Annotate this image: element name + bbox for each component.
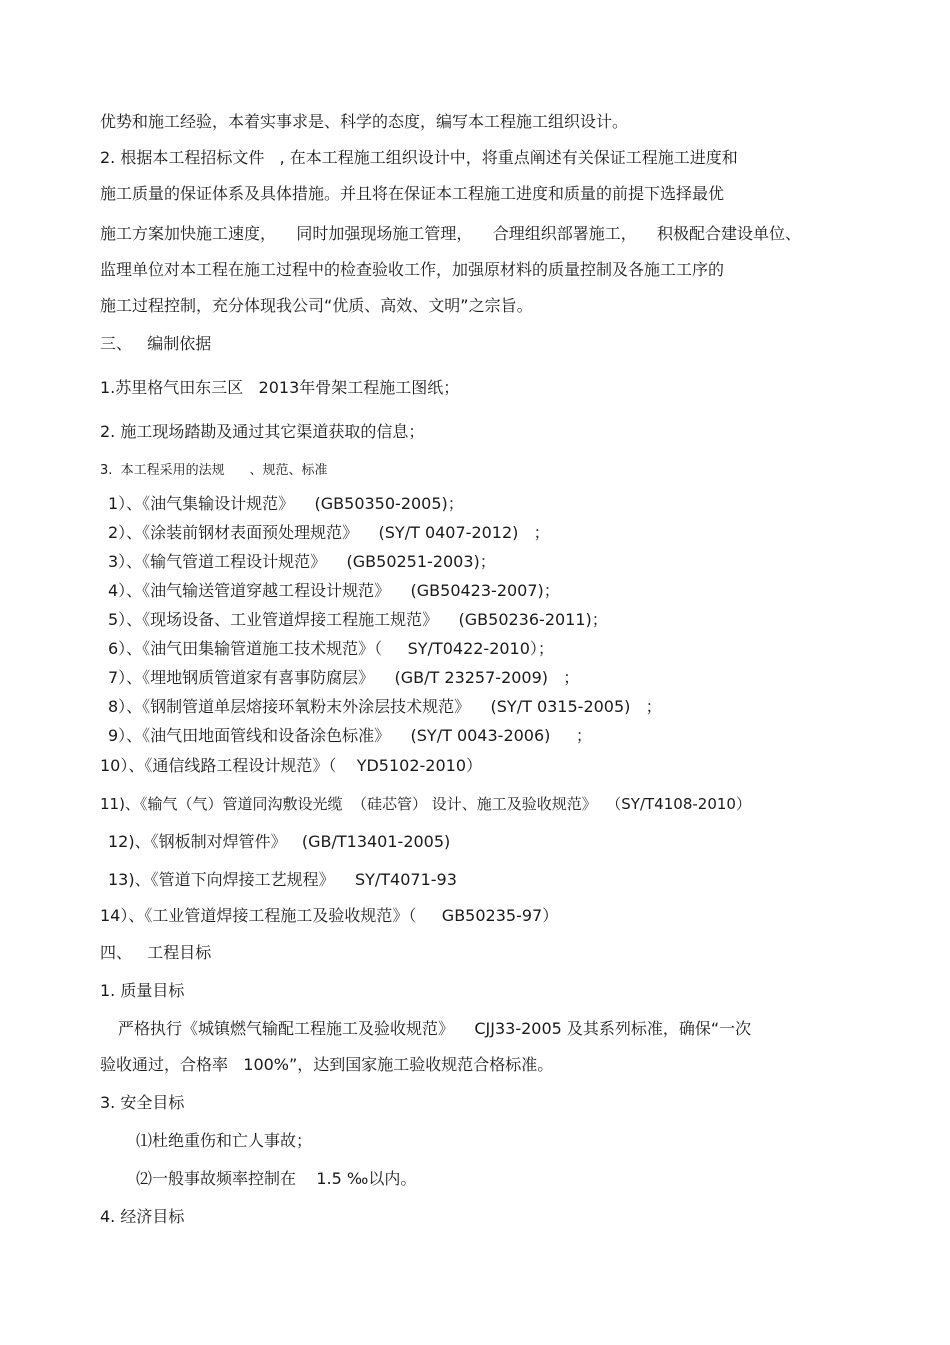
sub-heading: 1. 质量目标 [100,981,185,1000]
paragraph-line: 严格执行《城镇燃气输配工程施工及验收规范》 CJJ33-2005 及其系列标准，确保“一次 [118,1019,752,1038]
standard-item: 14）、《工业管道焊接工程施工及验收规范》（ GB50235-97） [100,906,559,925]
standard-item: 10）、《通信线路工程设计规范》（ YD5102-2010） [100,756,483,775]
standard-item: 8）、《钢制管道单层熔接环氧粉末外涂层技术规范》 (SY/T 0315-2005) ； [108,697,662,716]
standard-item: 6）、《油气田集输管道施工技术规范》（ SY/T0422-2010）； [108,639,554,658]
paragraph-line: 施工质量的保证体系及具体措施。并且将在保证本工程施工进度和质量的前提下选择最优 [100,184,725,203]
paragraph-line: 2. 根据本工程招标文件 , 在本工程施工组织设计中，将重点阐述有关保证工程施工进度和 [100,148,738,167]
standard-item: 12)、《钢板制对焊管件》 (GB/T13401-2005) [108,832,451,851]
standard-item: 13)、《管道下向焊接工艺规程》 SY/T4071-93 [108,870,457,889]
section-heading: 三、 编制依据 [100,334,212,353]
standard-item: 3）、《输气管道工程设计规范》 (GB50251-2003)； [108,552,496,571]
paragraph-line: 施工过程控制，充分体现我公司“优质、高效、文明”之宗旨。 [100,296,533,315]
list-item: 1.苏里格气田东三区 2013年骨架工程施工图纸； [100,378,460,397]
standard-item: 2）、《涂装前钢材表面预处理规范》 (SY/T 0407-2012) ； [108,523,550,542]
list-item: ⑴杜绝重伤和亡人事故； [136,1131,313,1150]
paragraph-line: 验收通过，合格率 100%”，达到国家施工验收规范合格标准。 [100,1055,554,1074]
standard-item: 9）、《油气田地面管线和设备涂色标准》 (SY/T 0043-2006) ； [108,726,592,745]
section-heading: 四、 工程目标 [100,943,212,962]
list-item: 3. 本工程采用的法规 、规范、标准 [100,463,328,478]
standard-item: 1）、《油气集输设计规范》 (GB50350-2005)； [108,494,464,513]
paragraph-line: 监理单位对本工程在施工过程中的检查验收工作，加强原材料的质量控制及各施工工序的 [100,260,725,279]
paragraph-line: 优势和施工经验，本着实事求是、科学的态度，编写本工程施工组织设计。 [100,112,629,131]
paragraph-line: 施工方案加快施工速度， 同时加强现场施工管理， 合理组织部署施工， 积极配合建设单位、 [100,224,802,243]
standard-item: 5）、《现场设备、工业管道焊接工程施工规范》 (GB50236-2011)； [108,610,608,629]
sub-heading: 3. 安全目标 [100,1093,185,1112]
standard-item: 11)、《输气（气）管道同沟敷设光缆 （硅芯管） 设计、施工及验收规范》 （SY/T4108-2010） [100,795,751,813]
standard-item: 7）、《埋地钢质管道家有喜事防腐层》 (GB/T 23257-2009) ； [108,668,580,687]
list-item: ⑵一般事故频率控制在 1.5 ‰以内。 [136,1169,417,1188]
sub-heading: 4. 经济目标 [100,1207,185,1226]
list-item: 2. 施工现场踏勘及通过其它渠道获取的信息； [100,422,425,441]
standard-item: 4）、《油气输送管道穿越工程设计规范》 (GB50423-2007)； [108,581,560,600]
